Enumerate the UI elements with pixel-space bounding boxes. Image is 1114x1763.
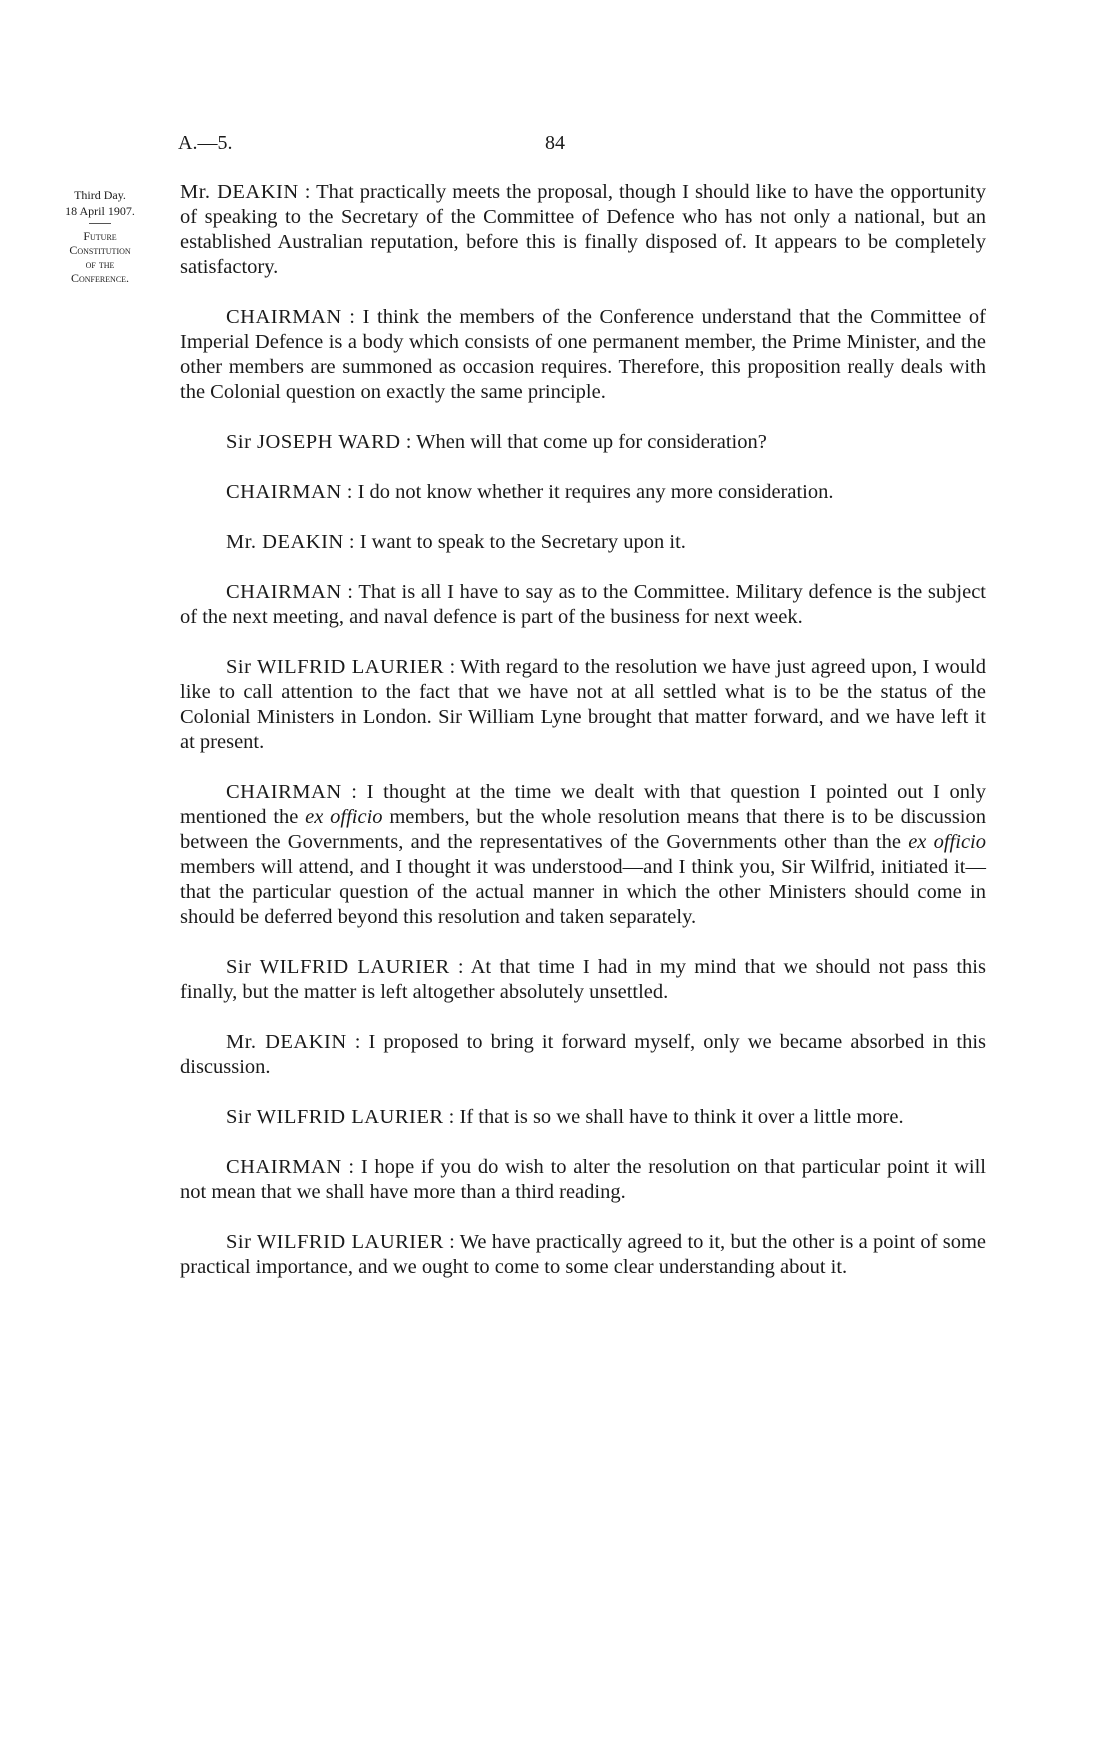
margin-note-topic-line: Future — [83, 229, 117, 243]
speech-paragraph — [180, 1230, 986, 1280]
speech-paragraph — [180, 430, 986, 455]
speaker-name: CHAIRMAN — [226, 581, 342, 603]
speech-text: I want to speak to the Secretary upon it. — [359, 531, 686, 553]
speech-text: With regard to the resolution we have just agreed upon, I would like to call attention to the fact that we have not at all settled what is to be the status of the Colonial Ministers in London. Sir William Lyne brought that matter forward, and we have left it at present. — [180, 656, 986, 753]
speech-text: members will attend, and I thought it was understood—and I think you, Sir Wilfrid, initiated it—that the particular question of the actual manner in which the other Ministers should come in should be deferred beyond this resolution and taken separately. — [180, 856, 986, 928]
page-number: 84 — [545, 132, 565, 154]
speech-paragraph — [180, 305, 986, 405]
speech-text: If that is so we shall have to think it over a little more. — [459, 1106, 904, 1128]
speaker-separator: : — [400, 431, 417, 453]
speaker-separator: : — [443, 1106, 460, 1128]
speaker-name: Sir WILFRID LAURIER — [226, 1231, 444, 1253]
speaker-separator: : — [343, 531, 360, 553]
margin-note-day: Third Day. — [74, 188, 126, 202]
margin-note-date: 18 April 1907. — [65, 204, 135, 218]
speech-text: I hope if you do wish to alter the resolution on that particular point it will not mean that we shall have more than a third reading. — [180, 1156, 986, 1203]
speech-paragraph — [180, 480, 986, 505]
speaker-separator: : — [449, 956, 471, 978]
margin-note-divider — [89, 223, 111, 224]
speech-paragraph — [180, 955, 986, 1005]
speaker-separator: : — [443, 1231, 460, 1253]
speech-paragraph — [180, 180, 986, 280]
speaker-name: Mr. DEAKIN — [226, 1031, 347, 1053]
speech-text: We have practically agreed to it, but the other is a point of some practical importance, and we ought to come to some clear understanding about it. — [180, 1231, 986, 1278]
speech-text: That practically meets the proposal, though I should like to have the opportunity of speaking to the Secretary of the Committee of Defence who has not only a national, but an established Australian reputation, before this is finally disposed of. It appears to be completely satisfactory. — [180, 181, 986, 278]
speaker-name: CHAIRMAN — [226, 1156, 342, 1178]
speaker-name: Sir JOSEPH WARD — [226, 431, 401, 453]
speech-text: I proposed to bring it forward myself, only we became absorbed in this discussion. — [180, 1031, 986, 1078]
speech-paragraph — [180, 530, 986, 555]
speaker-name: CHAIRMAN — [226, 781, 342, 803]
speech-text: I think the members of the Conference understand that the Committee of Imperial Defence is a body which consists of one permanent member, the Prime Minister, and the other members are summoned as occasion requires. Therefore, this proposition really deals with the Colonial question on exactly the same principle. — [180, 306, 986, 403]
speaker-separator: : — [341, 1156, 361, 1178]
speaker-name: Mr. DEAKIN — [226, 531, 344, 553]
speech-text-italic: ex officio — [305, 806, 383, 828]
speech-text: members, but the whole resolution means that there is to be discussion between the Governments, and the representatives of the Governments other than the — [180, 806, 986, 853]
speech-paragraph — [180, 1105, 986, 1130]
speaker-separator: : — [341, 481, 358, 503]
speech-paragraph — [180, 655, 986, 755]
speech-paragraph — [180, 580, 986, 630]
speaker-separator: : — [346, 1031, 369, 1053]
speech-text: At that time I had in my mind that we should not pass this finally, but the matter is left altogether absolutely unsettled. — [180, 956, 986, 1003]
speaker-separator: : — [341, 781, 367, 803]
speaker-separator: : — [298, 181, 317, 203]
document-reference: A.—5. — [178, 132, 233, 154]
margin-note-topic-line: of the — [85, 257, 115, 271]
speech-paragraph — [180, 1030, 986, 1080]
speaker-name: CHAIRMAN — [226, 481, 342, 503]
speech-text: That is all I have to say as to the Committee. Military defence is the subject of the next meeting, and naval defence is part of the business for next week. — [180, 581, 986, 628]
speaker-name: Sir WILFRID LAURIER — [226, 656, 445, 678]
speaker-separator: : — [341, 306, 363, 328]
speaker-name: Mr. DEAKIN — [180, 181, 299, 203]
speaker-name: CHAIRMAN — [226, 306, 342, 328]
speech-paragraph — [180, 780, 986, 930]
margin-note-topic-line: Conference. — [70, 271, 130, 285]
margin-note-topic-line: Constitution — [69, 243, 131, 257]
speaker-name: Sir WILFRID LAURIER — [226, 956, 450, 978]
speech-text-italic: ex officio — [908, 831, 986, 853]
transcript-body — [180, 180, 986, 1305]
speech-text: When will that come up for consideration? — [416, 431, 767, 453]
speaker-separator: : — [341, 581, 359, 603]
speaker-name: Sir WILFRID LAURIER — [226, 1106, 444, 1128]
speech-paragraph — [180, 1155, 986, 1205]
speech-text: I do not know whether it requires any more consideration. — [357, 481, 834, 503]
margin-note — [40, 187, 160, 285]
speech-text: I thought at the time we dealt with that question I pointed out I only mentioned the — [180, 781, 986, 828]
speaker-separator: : — [444, 656, 461, 678]
